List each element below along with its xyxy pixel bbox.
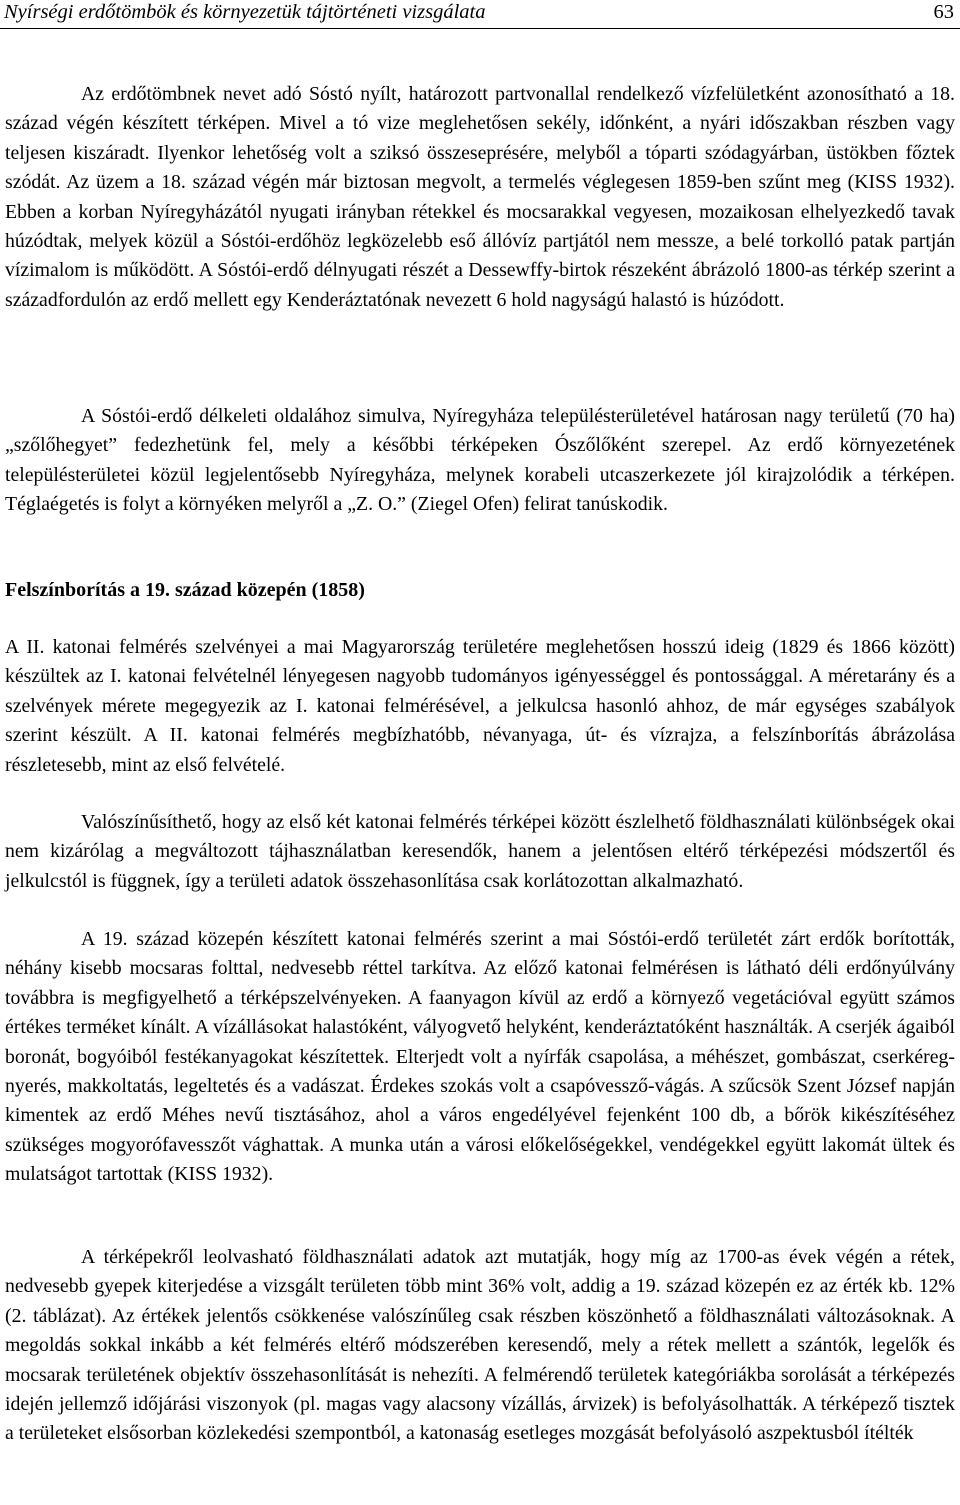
- running-header: [0, 0, 960, 29]
- paragraph-forest-products: A 19. század közepén készített katonai felmérés szerint a mai Sóstói-erdő területét zárt erdők borították, néhány kisebb mocsaras folttal, nedvesebb réttel tarkítva. Az előző katonai felmérésen is látható déli erdőnyúlvány továbbra is megfigyelhető a térképszelvényeken. A faanyagon kívül az erdő a környező vegetációval együtt számos értékes terméket kínált. A vízállásokat halastóként, vályogvető helyként, kenderáztatóként használták. A cserjék ágaiból boronát, bogyóiból festékanyagokat készítettek. Elterjedt volt a nyírfák csapolása, a méhészet, gombászat, cserkéreg-nyerés, makkoltatás, legeltetés és a vadászat. Érdekes szokás volt a csapóvessző-vágás. A szűcsök Szent József napján kimentek az erdő Méhes nevű tisztásához, ahol a város engedélyével fejenként 100 db, a bőrök kikészítéséhez szükséges mogyorófavesszőt vághattak. A munka után a városi előkelőségekkel, vendégekkel együtt lakomát ültek és mulatságot tartottak (KISS 1932).: [5, 928, 955, 1186]
- paragraph-second-survey: A II. katonai felmérés szelvényei a mai Magyarország területére meglehetősen hosszú ideig (1829 és 1866 között) készültek az I. katonai felvételnél lényegesen nagyobb tudományos igényességgel és pontossággal. A méretarány és a szelvények mérete megegyezik az I. katonai felmérésével, a jelkulcsa hasonló ahhoz, de már egységes szabályok szerint készült. A II. katonai felmérés megbízhatóbb, névanyaga, út- és vízrajza, a felszínborítás ábrázolása részletesebb, mint az első felvételé.: [5, 636, 955, 776]
- paragraph-land-use-differences: Valószínűsíthető, hogy az első két katonai felmérés térképei között észlelhető földhasználati különbségek okai nem kizárólag a megváltozott tájhasználatban keresendők, hanem a jelentősen eltérő térképezési módszertől és jelkulcstól is függnek, így a területi adatok összehasonlítása csak korlátozottan alkalmazható.: [5, 811, 955, 892]
- paragraph-vineyard: A Sóstói-erdő délkeleti oldalához simulva, Nyíregyháza településterületével határosan nagy területű (70 ha) „szőlőhegyet” fedezhetünk fel, mely a későbbi térképeken Ószőlőként szerepel. Az erdő környezetének településterületei közül legjelentősebb Nyíregyháza, melynek korabeli utcaszerkezete jól kirajzolódik a térképen. Téglaégetés is folyt a környéken melyről a „Z. O.” (Ziegel Ofen) felirat tanúskodik.: [5, 405, 955, 516]
- section-heading: Felszínborítás a 19. század közepén (1858): [5, 579, 365, 601]
- page-number: 63: [933, 1, 954, 23]
- running-title: Nyírségi erdőtömbök és környezetük tájtörténeti vizsgálata: [4, 1, 486, 23]
- paragraph-sosto-lake: Az erdőtömbnek nevet adó Sóstó nyílt, határozott partvonallal rendelkező vízfelületként azonosítható a 18. század végén készített térképen. Mivel a tó vize meglehetősen sekély, időnként, a nyári időszakban részben vagy teljesen kiszáradt. Ilyenkor lehetőség volt a sziksó összeseprésére, melyből a tóparti szódagyárban, üstökben főztek szódát. Az üzem a 18. század végén már biztosan megvolt, a termelés véglegesen 1859-ben szűnt meg (KISS 1932). Ebben a korban Nyíregyházától nyugati irányban rétekkel és mocsarakkal vegyesen, mozaikosan elhelyezkedő tavak húzódtak, melyek közül a Sóstói-erdőhöz legközelebb eső állóvíz partjától nem messze, a belé torkolló patak partján vízimalom is működött. A Sóstói-erdő délnyugati részét a Dessewffy-birtok részeként ábrázoló 1800-as térkép szerint a századfordulón az erdő mellett egy Kenderáztatónak nevezett 6 hold nagyságú halastó is húzódott.: [5, 83, 955, 311]
- paragraph-map-data: A térképekről leolvasható földhasználati adatok azt mutatják, hogy míg az 1700-as évek végén a rétek, nedvesebb gyepek kiterjedése a vizsgált területen több mint 36% volt, addig a 19. század közepén ez az érték kb. 12% (2. táblázat). Az értékek jelentős csökkenése valószínűleg csak részben köszönhető a földhasználati változásoknak. A megoldás sokkal inkább a két felmérés eltérő módszerében keresendő, mely a rétek mellett a szántók, legelők és mocsarak területének objektív összehasonlítását is nehezíti. A felmérendő területek kategóriákba sorolását a térképezés idején jellemző időjárási viszonyok (pl. magas vagy alacsony vízállás, árvizek) is befolyásolhatták. A térképező tisztek a területeket elsősorban közlekedési szempontból, a katonaság esetleges mozgását befolyásoló aszpektusból ítélték: [5, 1246, 955, 1445]
